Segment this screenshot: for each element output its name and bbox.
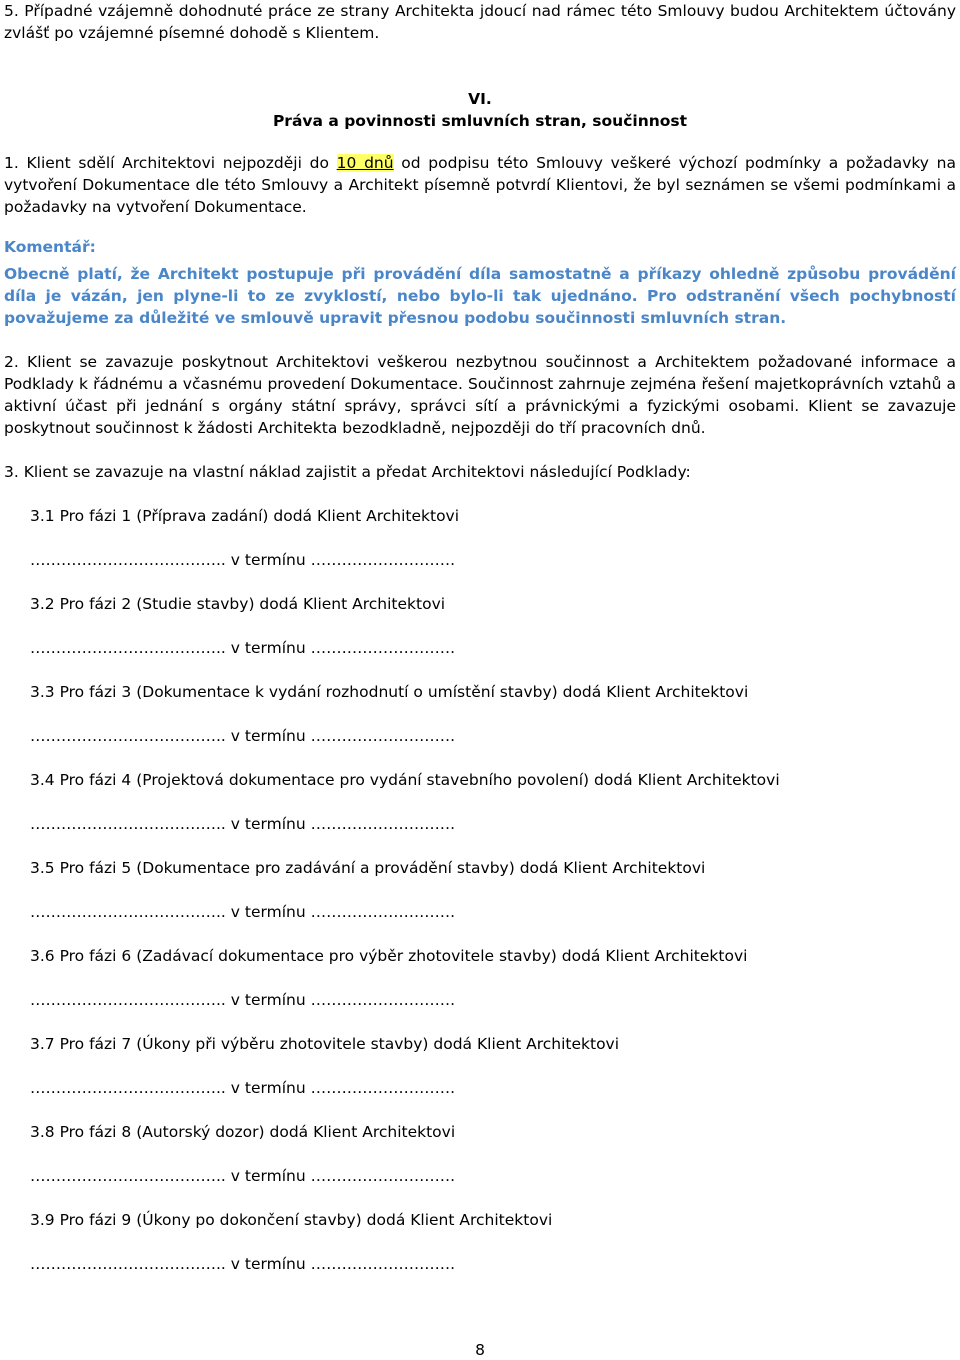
fill-line: ……………………………….. v termínu ………………………. (30, 1255, 456, 1273)
section-number: VI. (468, 90, 492, 108)
paragraph-3: 3. Klient se zavazuje na vlastní náklad zajistit a předat Architektovi následující Podklady: (4, 463, 691, 481)
fill-line: ……………………………….. v termínu ………………………. (30, 1167, 456, 1185)
paragraph-5: 5. Případné vzájemně dohodnuté práce ze strany Architekta jdoucí nad rámec této Smlouvy budou Architektem účtovány zvlášť po vzájemné písemné dohodě s Klientem. (4, 2, 956, 42)
deadline-highlight: 10 dnů (336, 154, 394, 172)
phase-item: 3.9 Pro fázi 9 (Úkony po dokončení stavby) dodá Klient Architektovi (30, 1211, 553, 1229)
paragraph-1-start: 1. Klient sdělí Architektovi nejpozději do (4, 154, 337, 172)
fill-line: ……………………………….. v termínu ………………………. (30, 991, 456, 1009)
comment-label: Komentář: (4, 238, 96, 256)
phase-item: 3.7 Pro fázi 7 (Úkony při výběru zhotovitele stavby) dodá Klient Architektovi (30, 1035, 620, 1053)
paragraph-2: 2. Klient se zavazuje poskytnout Architektovi veškerou nezbytnou součinnost a Architektem požadované informace a Podklady k řádnému a včasnému provedení Dokumentace. Součinnost zahrnuje zejména řešení majetkoprávních vztahů a aktivní účast při jednání s orgány státní správy, správci sítí a právnickými a fyzickými osobami. Klient se zavazuje poskytnout součinnost k žádosti Architekta bezodkladně, nejpozději do tří pracovních dnů. (4, 353, 956, 437)
paragraph-1 (4, 152, 956, 218)
phase-item: 3.1 Pro fázi 1 (Příprava zadání) dodá Klient Architektovi (30, 507, 460, 525)
phase-item: 3.4 Pro fázi 4 (Projektová dokumentace pro vydání stavebního povolení) dodá Klient Architektovi (30, 771, 780, 789)
fill-line: ……………………………….. v termínu ………………………. (30, 815, 456, 833)
phase-item: 3.6 Pro fázi 6 (Zadávací dokumentace pro výběr zhotovitele stavby) dodá Klient Architektovi (30, 947, 748, 965)
page-number: 8 (475, 1341, 485, 1359)
paragraph-1-end: od podpisu této Smlouvy veškeré výchozí podmínky a požadavky na vytvoření Dokumentace dle této Smlouvy a Architekt písemně potvrdí Klientovi, že byl seznámen se všemi podmínkami a požadavky na vytvoření Dokumentace. (4, 154, 956, 216)
phase-item: 3.3 Pro fázi 3 (Dokumentace k vydání rozhodnutí o umístění stavby) dodá Klient Architektovi (30, 683, 749, 701)
phase-item: 3.8 Pro fázi 8 (Autorský dozor) dodá Klient Architektovi (30, 1123, 456, 1141)
fill-line: ……………………………….. v termínu ………………………. (30, 551, 456, 569)
fill-line: ……………………………….. v termínu ………………………. (30, 903, 456, 921)
fill-line: ……………………………….. v termínu ………………………. (30, 727, 456, 745)
fill-line: ……………………………….. v termínu ………………………. (30, 639, 456, 657)
phase-item: 3.5 Pro fázi 5 (Dokumentace pro zadávání a provádění stavby) dodá Klient Architektovi (30, 859, 706, 877)
comment-text: Obecně platí, že Architekt postupuje při provádění díla samostatně a příkazy ohledně způsobu provádění díla je vázán, jen plyne-li to ze zvyklostí, nebo bylo-li tak ujednáno. Pro odstranění všech pochybností považujeme za důležité ve smlouvě upravit přesnou podobu součinnosti smluvních stran. (4, 265, 956, 327)
fill-line: ……………………………….. v termínu ………………………. (30, 1079, 456, 1097)
phase-item: 3.2 Pro fázi 2 (Studie stavby) dodá Klient Architektovi (30, 595, 446, 613)
section-title: Práva a povinnosti smluvních stran, součinnost (272, 112, 688, 130)
